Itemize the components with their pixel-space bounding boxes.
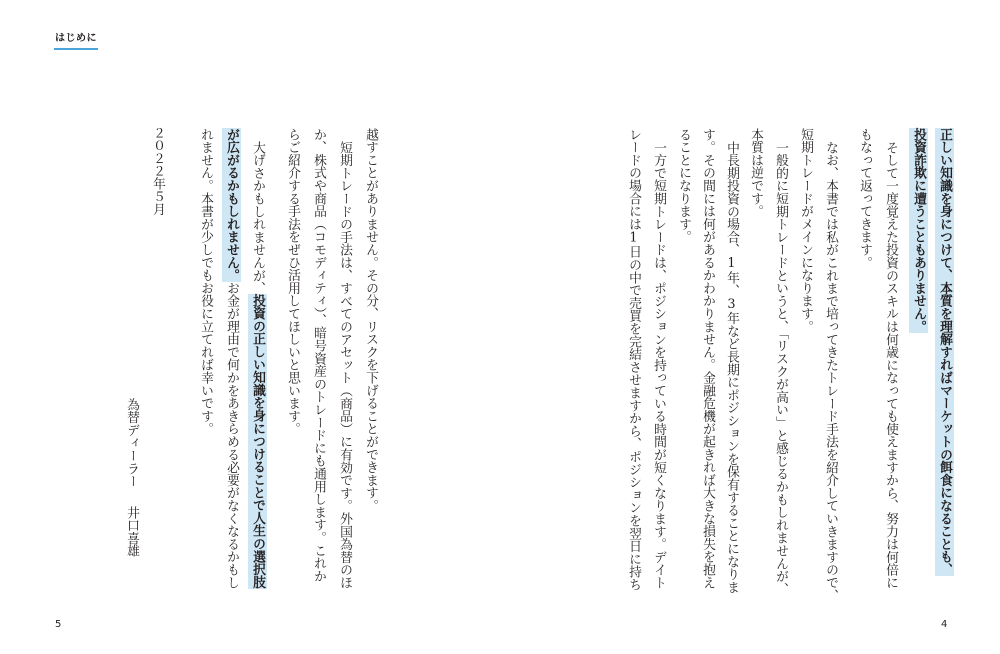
section-title: はじめに [54,33,98,50]
text-line: 短期トレードの手法は、すべてのアセット（商品）に有効です。外国為替のほ [337,140,352,589]
text-line: レードの場合には1日の中で売買を完結させますから、ポジションを翌日に持ち [626,128,641,591]
highlighted-text: 投資詐欺に遭うこともありません。 [911,128,926,333]
text-line: 本質は逆です。 [748,128,763,218]
text-segment: 大げさかもしれませんが、 [250,140,265,295]
text-line [909,128,927,333]
text-line: らご紹介する手法をぜひ活用してほしいと思います。 [285,128,300,436]
page-number: 5 [55,619,62,630]
text-segment: お金が理由で何かをあきらめる必要がなくなるかもし [224,281,239,589]
text-line: ることになります。 [676,128,691,244]
page-number: 4 [941,619,948,630]
text-line: 一般的に短期トレードというと、「リスクが高い」と感じるかもしれませんが、 [773,140,788,596]
author-title: 為替ディーラー [124,398,139,488]
right-page [500,0,1000,654]
text-line: 短期トレードがメインになります。 [798,128,813,333]
highlighted-text: が広がるかもしれません。 [224,128,239,282]
date: ２０２２年５月 [150,126,165,216]
text-line: もなって返ってきます。 [857,128,872,269]
text-line: 一方で短期トレードは、ポジションを持っている時間が短くなります。デイト [651,140,666,589]
text-line [935,128,953,576]
text-line: そして一度覚えた投資のスキルは何歳になっても使えますから、努力は何倍に [883,140,898,589]
text-line: なお、本書では私がこれまで培ってきたトレード手法を紹介していきますので、 [823,140,838,602]
author-name: 井口喜雄 [124,506,139,558]
text-line [248,128,266,589]
text-line: れません。本書が少しでもお役に立てれば幸いです。 [198,128,213,436]
text-line: す。その間には何があるかわかりません。金融危機が起きれば大きな損失を抱え [700,128,715,589]
text-line [222,128,240,589]
highlighted-text: 正しい知識を身につけて、本質を理解すればマーケットの餌食になることも、 [937,128,952,576]
highlighted-text: 投資の正しい知識を身につけることで人生の選択肢 [250,294,265,589]
text-line: か、株式や商品（コモディティ）、暗号資産のトレードにも通用します。これか [311,128,326,583]
text-line: 越すことがありません。その分、リスクを下げることができます。 [363,128,378,512]
text-line: 中長期投資の場合、1年、3年など長期にポジションを保有することになりま [724,140,739,594]
